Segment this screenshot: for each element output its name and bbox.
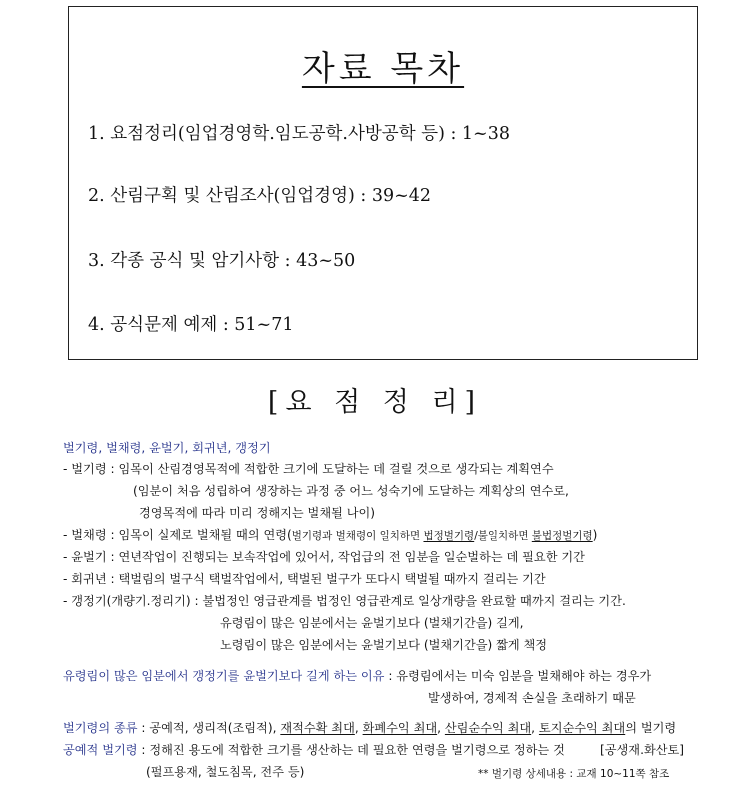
underlined-term: 토지순수익 최대 (538, 721, 626, 735)
definition-line: 유령림이 많은 임분에서는 윤벌기보다 (벌채기간을) 길게, (220, 616, 524, 630)
definition-line: 노령림이 많은 임분에서는 윤벌기보다 (벌채기간을) 짧게 책정 (220, 638, 548, 652)
definition-note (292, 530, 593, 542)
definition-line: - 벌기령 : 임목이 산림경영목적에 적합한 크기에 도달하는 데 걸릴 것으로 생각되는 계획연수 (63, 462, 554, 476)
toc-title: 자료 목차 (301, 49, 465, 89)
underlined-term: 불법정벌기령 (531, 530, 593, 542)
definition-line (63, 527, 597, 544)
definition-line: - 회귀년 : 택벌림의 벌구식 택벌작업에서, 택벌된 벌구가 또다시 택벌될 때까지 걸리는 기간 (63, 572, 546, 586)
footer-note-right: ** 벌기령 상세내용 : 교재 10~11쪽 참조 (478, 768, 670, 780)
reason-label: 유령림이 많은 임분에서 갱정기를 윤벌기보다 길게 하는 이유 (63, 669, 385, 683)
types-label: 벌기령의 종류 (63, 721, 138, 735)
types-text: 의 벌기령 (625, 721, 677, 735)
definition-line: - 윤벌기 : 연년작업이 진행되는 보속작업에 있어서, 작업급의 전 임분을 일순벌하는 데 필요한 기간 (63, 550, 585, 564)
definition-text: - 벌채령 : 임목이 실제로 벌채될 때의 연령( (63, 528, 292, 542)
section-title: [요 점 정 리] (267, 387, 483, 418)
note-text: /불일치하면 (474, 530, 532, 542)
reason-line (63, 668, 651, 684)
underlined-term: 화폐수익 최대 (362, 721, 438, 735)
toc-item: 2. 산림구획 및 산림조사(임업경영) : 39~42 (88, 186, 432, 206)
reason-text: : 유령림에서는 미숙 임분을 벌채해야 하는 경우가 (384, 669, 652, 683)
subheading: 벌기령, 벌채령, 윤벌기, 회귀년, 갱정기 (63, 441, 271, 455)
toc-item: 4. 공식문제 예제 : 51~71 (88, 315, 294, 335)
definition-text: ) (592, 528, 598, 542)
footer-note-left: (펄프용재, 철도침목, 전주 등) (146, 765, 305, 779)
types-text: , (437, 721, 445, 735)
types-line (63, 720, 676, 736)
craft-text: : 정해진 용도에 적합한 크기를 생산하는 데 필요한 연령을 벌기령으로 정하는 것 (137, 743, 565, 757)
underlined-term: 법정벌기령 (423, 530, 475, 542)
mnemonic-tag: [공생재.화산토] (600, 743, 685, 757)
reason-line: 발생하여, 경제적 손실을 초래하기 때문 (428, 691, 636, 705)
types-text: , (531, 721, 539, 735)
definition-line: (임분이 처음 성립하여 생장하는 과정 중 어느 성숙기에 도달하는 계획상의 연수로, (133, 484, 569, 498)
toc-item: 3. 각종 공식 및 암기사항 : 43~50 (88, 251, 356, 271)
underlined-term: 재적수확 최대 (280, 721, 355, 735)
note-text: 벌기령과 벌채령이 일치하면 (291, 530, 424, 542)
toc-item: 1. 요점정리(임업경영학.임도공학.사방공학 등) : 1~38 (88, 124, 510, 144)
table-of-contents-box (68, 6, 698, 360)
types-text: : 공예적, 생리적(조림적), (137, 721, 281, 735)
definition-line: - 갱정기(개량기.정리기) : 불법정인 영급관계를 법정인 영급관계로 일상개량을 완료할 때까지 걸리는 기간. (63, 594, 626, 608)
types-text: , (354, 721, 363, 735)
definition-line: 경영목적에 따라 미리 정해지는 벌채될 나이) (139, 506, 376, 520)
craft-line (63, 742, 565, 758)
craft-label: 공예적 벌기령 (63, 743, 138, 757)
underlined-term: 산림순수익 최대 (444, 721, 532, 735)
